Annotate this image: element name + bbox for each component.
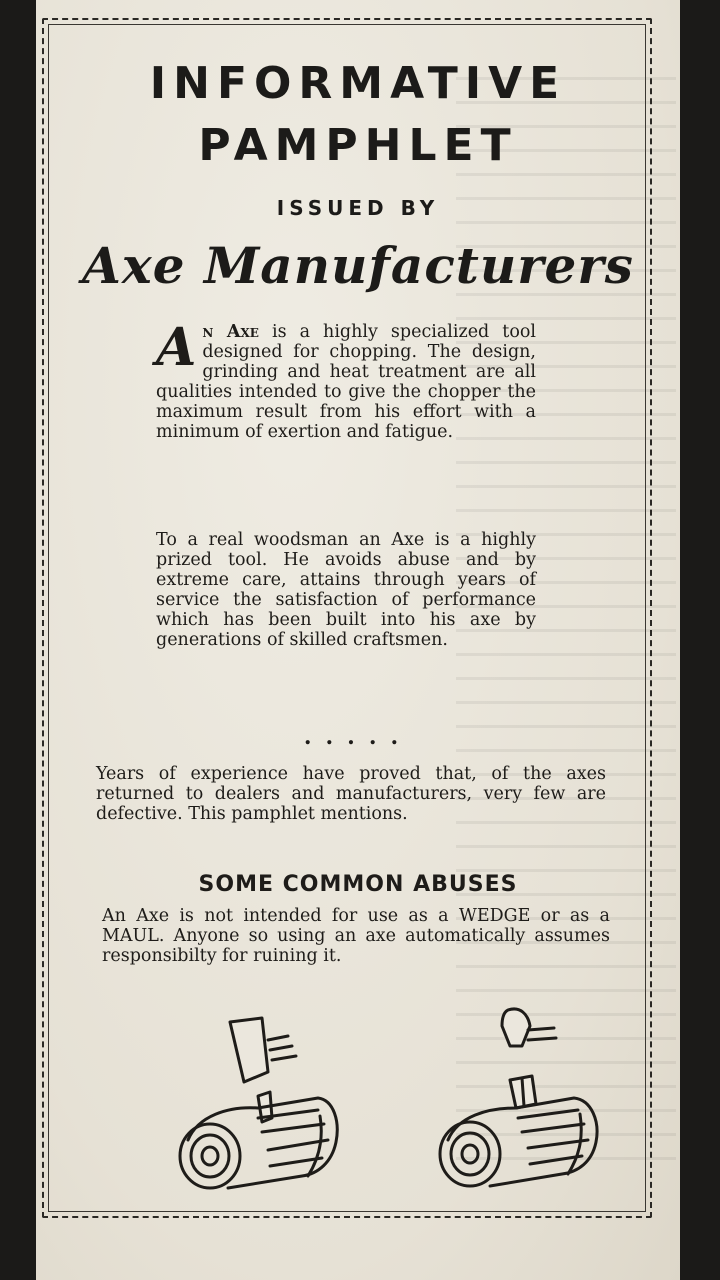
section-separator: .....	[303, 724, 413, 750]
section-heading: SOME COMMON ABUSES	[198, 872, 518, 897]
paragraph-1	[156, 317, 536, 442]
paragraph-4: An Axe is not intended for use as a WEDGE or as a MAUL. Anyone so using an axe automatically assumes responsibilty for ruining it.	[102, 906, 610, 966]
title-line-1: INFORMATIVE	[149, 58, 567, 109]
axe-used-as-maul-icon	[424, 1000, 614, 1200]
issued-by-label: ISSUED BY	[276, 196, 440, 220]
paragraph-1-lead: n Axe	[202, 322, 259, 342]
drop-cap: A	[156, 317, 197, 378]
paragraph-3: Years of experience have proved that, of the axes returned to dealers and manufacturers, very few are defective. This pamphlet mentions.	[96, 764, 606, 824]
issuer-name: Axe Manufacturers	[82, 236, 634, 295]
paragraph-1-text: is a highly specialized tool designed for chopping. The design, grinding and heat treatment are all qualities intended to give the chopper the maximum result from his effort with a minimum of exertion and fatigue.	[156, 322, 536, 442]
axe-used-as-wedge-icon	[158, 1000, 348, 1200]
pamphlet-page	[36, 0, 680, 1280]
title-line-2: PAMPHLET	[198, 120, 518, 171]
paragraph-2: To a real woodsman an Axe is a highly prized tool. He avoids abuse and by extreme care, attains through years of service the satisfaction of performance which has been built into his axe by generations of skilled craftsmen.	[156, 530, 536, 650]
